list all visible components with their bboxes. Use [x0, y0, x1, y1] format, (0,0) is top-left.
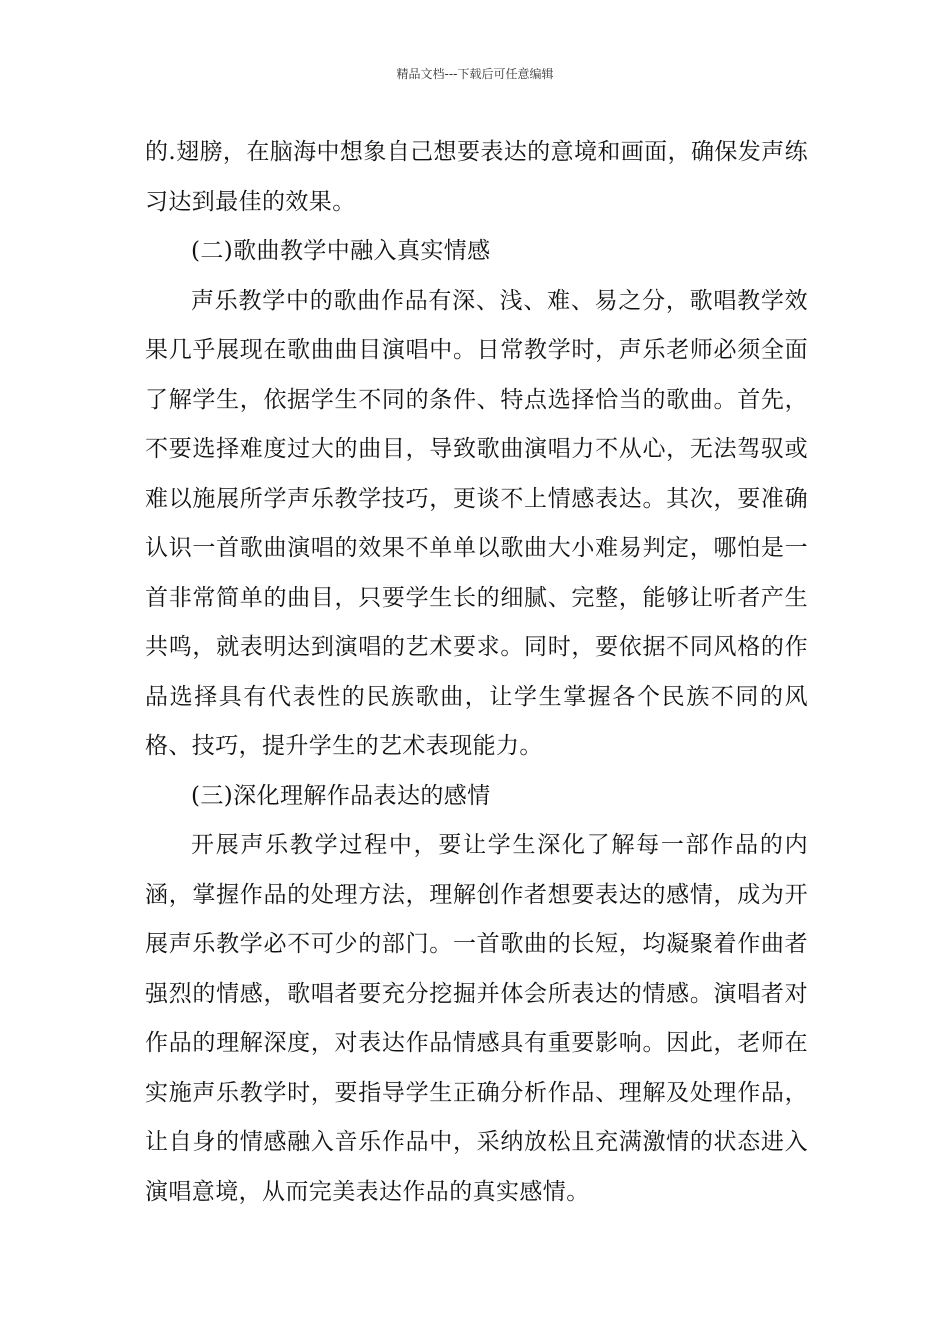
section-heading-3: (三)深化理解作品表达的感情 — [191, 782, 491, 809]
paragraph-continued: 的.翅膀，在脑海中想象自己想要表达的意境和画面，确保发声练习达到最佳的效果。 — [145, 139, 808, 215]
section-heading-2: (二)歌曲教学中融入真实情感 — [191, 238, 491, 264]
paragraph-section-2: 声乐教学中的歌曲作品有深、浅、难、易之分，歌唱教学效果几乎展现在歌曲曲目演唱中。日常教学时，声乐老师必须全面了解学生，依据学生不同的条件、特点选择恰当的歌曲。首先，不要选择难度过大的曲目，导致歌曲演唱力不从心，无法驾驭或难以施展所学声乐教学技巧，更谈不上情感表达。其次，要准确认识一首歌曲演唱的效果不单单以歌曲大小难易判定，哪怕是一首非常简单的曲目，只要学生长的细腻、完整，能够让听者产生共鸣，就表明达到演唱的艺术要求。同时，要依据不同风格的作品选择具有代表性的民族歌曲，让学生掌握各个民族不同的风格、技巧，提升学生的艺术表现能力。 — [145, 287, 808, 759]
page-header: 精品文档---下载后可任意编辑 — [396, 67, 554, 81]
paragraph-section-3: 开展声乐教学过程中，要让学生深化了解每一部作品的内涵，掌握作品的处理方法，理解创作者想要表达的感情，成为开展声乐教学必不可少的部门。一首歌曲的长短，均凝聚着作曲者强烈的情感，歌唱者要充分挖掘并体会所表达的情感。演唱者对作品的理解深度，对表达作品情感具有重要影响。因此，老师在实施声乐教学时，要指导学生正确分析作品、理解及处理作品，让自身的情感融入音乐作品中，采纳放松且充满激情的状态进入演唱意境，从而完美表达作品的真实感情。 — [145, 832, 808, 1205]
document-body — [145, 128, 808, 1217]
